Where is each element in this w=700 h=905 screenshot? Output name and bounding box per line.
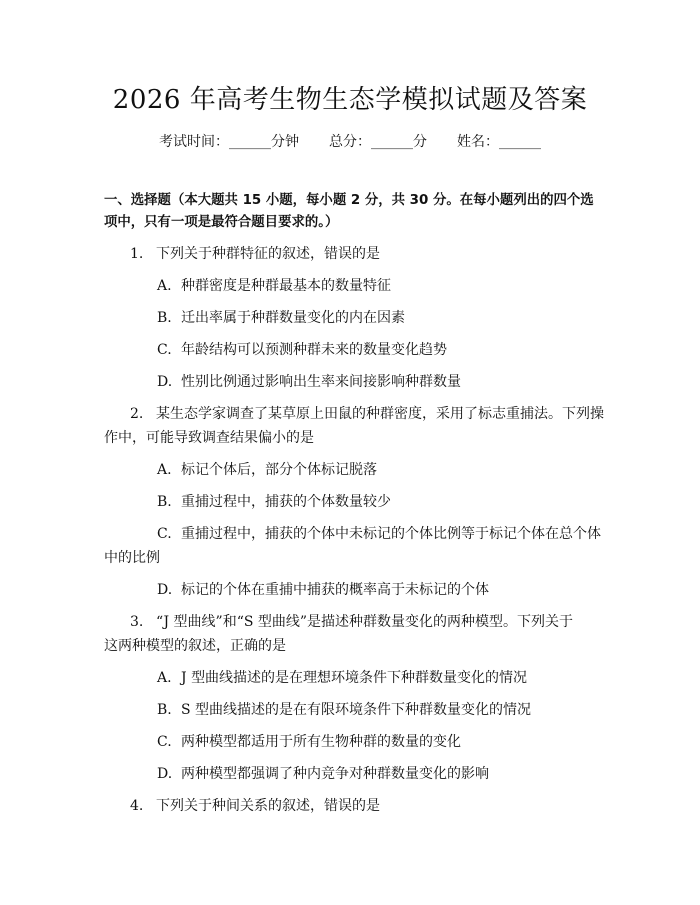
- question-4-stem: [130, 796, 380, 816]
- exam-meta: [0, 132, 700, 152]
- name-field: 姓名：______: [457, 134, 541, 150]
- option-text: J 型曲线描述的是在理想环境条件下种群数量变化的情况: [181, 670, 528, 686]
- question-number: 3.: [130, 614, 144, 630]
- question-1-option-a: [157, 276, 391, 296]
- option-text: S 型曲线描述的是在有限环境条件下种群数量变化的情况: [181, 702, 532, 718]
- exam-time-field: 考试时间：______分钟: [159, 134, 299, 150]
- total-score-field: 总分：______分: [329, 134, 427, 150]
- option-letter: A.: [157, 462, 172, 478]
- question-2-option-c-continued: 中的比例: [104, 550, 160, 566]
- option-letter: A.: [157, 670, 172, 686]
- question-1-option-c: [157, 340, 447, 360]
- option-letter: C.: [157, 734, 172, 750]
- page-title: 2026 年高考生物生态学模拟试题及答案: [112, 85, 588, 115]
- question-number: 1.: [130, 246, 144, 262]
- question-number: 2.: [130, 406, 144, 422]
- question-3-option-a: [157, 668, 527, 688]
- question-1-stem: [130, 244, 380, 264]
- question-3-option-c: [157, 732, 461, 752]
- option-text: 标记的个体在重捕中捕获的概率高于未标记的个体: [181, 582, 489, 598]
- option-text: 重捕过程中，捕获的个体数量较少: [181, 494, 391, 510]
- option-text: 种群密度是种群最基本的数量特征: [181, 278, 391, 294]
- option-text: 性别比例通过影响出生率来间接影响种群数量: [181, 374, 461, 390]
- question-1-option-d: [157, 372, 461, 392]
- option-letter: B.: [157, 494, 172, 510]
- question-2-option-c: [157, 524, 601, 544]
- question-3-stem: [130, 612, 573, 632]
- question-3-option-b: [157, 700, 531, 720]
- question-3-option-d: [157, 764, 489, 784]
- question-1-option-b: [157, 308, 405, 328]
- question-text: 某生态学家调查了某草原上田鼠的种群密度，采用了标志重捕法。下列操: [156, 406, 604, 422]
- question-2-stem-continued: 作中，可能导致调查结果偏小的是: [104, 430, 314, 446]
- option-letter: D.: [157, 582, 173, 598]
- question-number: 4.: [130, 798, 144, 814]
- question-2-option-d: [157, 580, 489, 600]
- option-text: 两种模型都强调了种内竞争对种群数量变化的影响: [181, 766, 489, 782]
- option-text: 年龄结构可以预测种群未来的数量变化趋势: [181, 342, 447, 358]
- section-heading-line-2: 项中，只有一项是最符合题目要求的。）: [104, 215, 339, 230]
- option-letter: D.: [157, 766, 173, 782]
- question-text: 下列关于种群特征的叙述，错误的是: [156, 246, 380, 262]
- section-heading: [104, 190, 604, 234]
- question-text: “J 型曲线”和“S 型曲线”是描述种群数量变化的两种模型。下列关于: [156, 614, 574, 630]
- option-letter: C.: [157, 342, 172, 358]
- option-text: 重捕过程中，捕获的个体中未标记的个体比例等于标记个体在总个体: [181, 526, 601, 542]
- section-heading-line-1: 一、选择题（本大题共 15 小题，每小题 2 分，共 30 分。在每小题列出的四个选: [104, 193, 594, 208]
- question-2-stem: [130, 404, 604, 424]
- option-letter: B.: [157, 702, 172, 718]
- option-text: 标记个体后，部分个体标记脱落: [181, 462, 377, 478]
- question-3-stem-continued: 这两种模型的叙述，正确的是: [104, 638, 286, 654]
- option-letter: A.: [157, 278, 172, 294]
- option-text: 两种模型都适用于所有生物种群的数量的变化: [181, 734, 461, 750]
- option-letter: D.: [157, 374, 173, 390]
- question-2-option-b: [157, 492, 391, 512]
- question-2-option-a: [157, 460, 377, 480]
- option-letter: C.: [157, 526, 172, 542]
- option-text: 迁出率属于种群数量变化的内在因素: [181, 310, 405, 326]
- question-text: 下列关于种间关系的叙述，错误的是: [156, 798, 380, 814]
- option-letter: B.: [157, 310, 172, 326]
